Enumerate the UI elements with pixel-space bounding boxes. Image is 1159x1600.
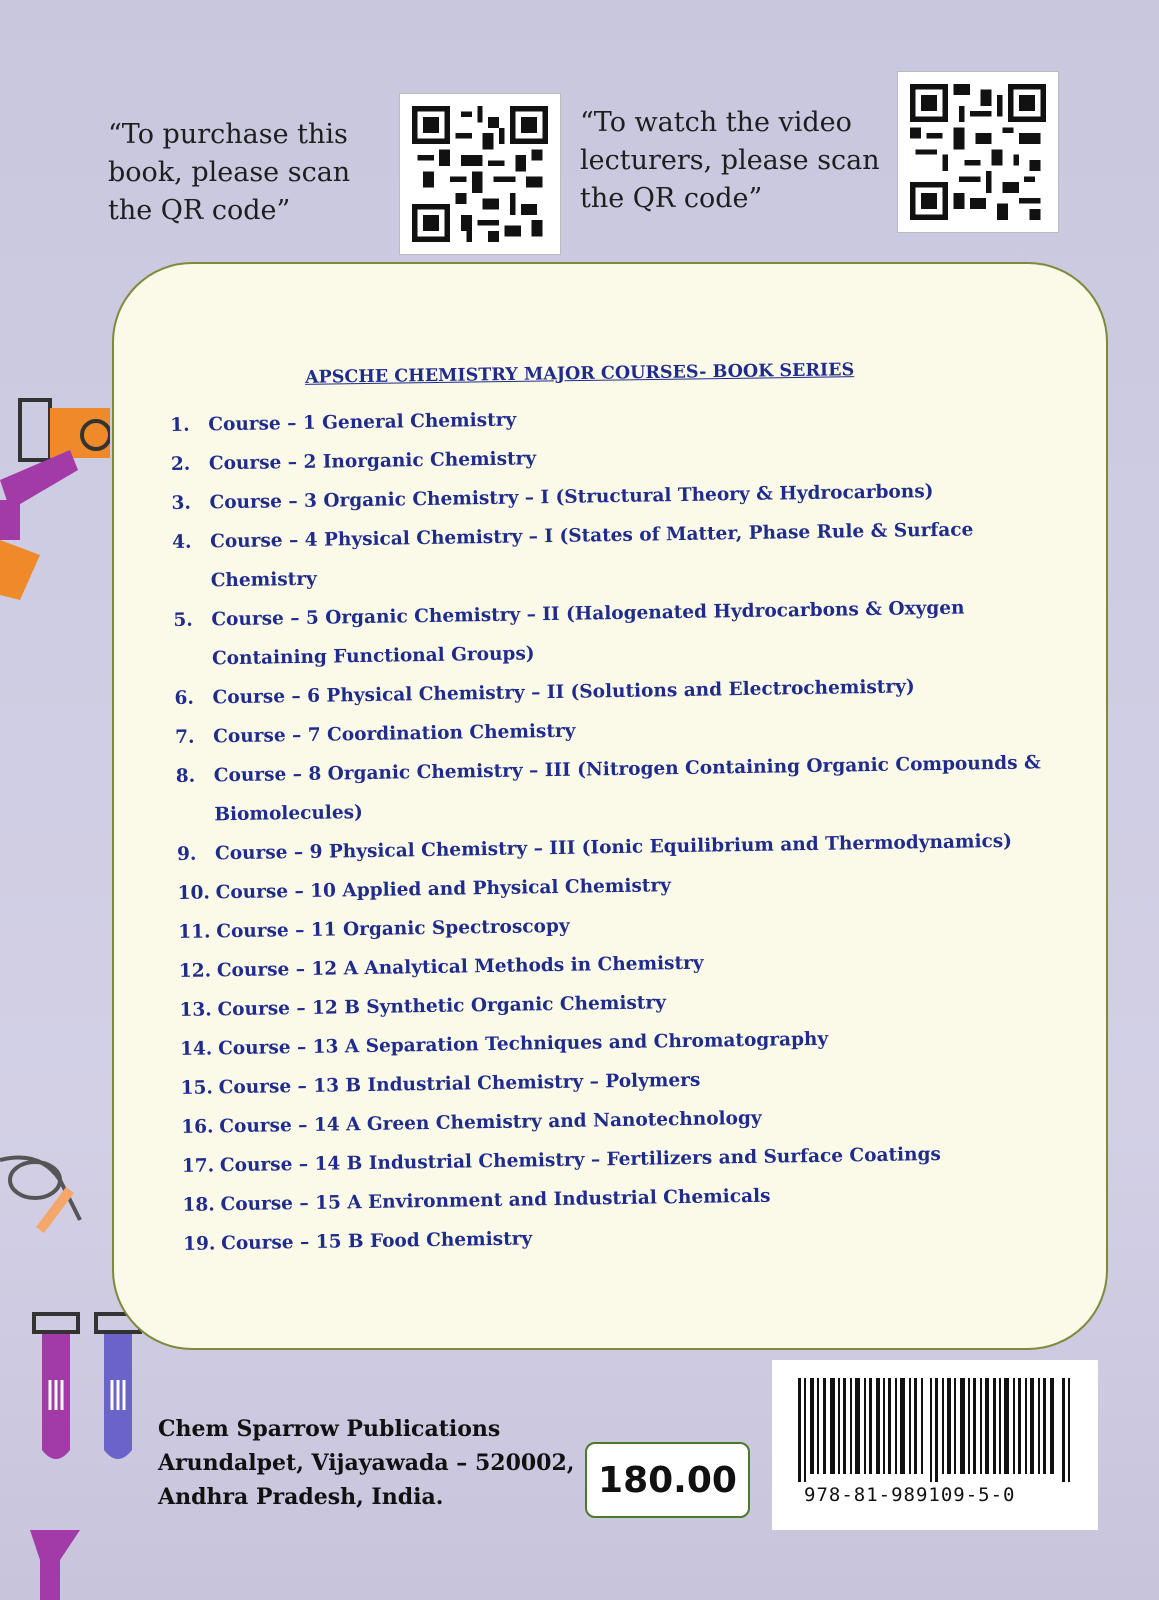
barcode xyxy=(772,1360,1098,1530)
course-title: Course – 7 Coordination Chemistry xyxy=(213,720,576,748)
course-number: 11. xyxy=(178,921,211,943)
barcode-icon xyxy=(798,1378,1074,1482)
course-title: Course – 13 B Industrial Chemistry – Polymers xyxy=(218,1069,701,1099)
publisher-address-line: Arundalpet, Vijayawada – 520002, xyxy=(158,1450,575,1476)
publisher-address-line: Andhra Pradesh, India. xyxy=(158,1484,444,1510)
list-item xyxy=(176,743,1057,835)
course-title: Course – 15 B Food Chemistry xyxy=(221,1228,533,1255)
course-title: Course – 5 Organic Chemistry – II (Halogenated Hydrocarbons & Oxygen Containing Functional Groups) xyxy=(211,597,965,670)
course-title: Course – 12 A Analytical Methods in Chemistry xyxy=(216,952,704,982)
series-title: APSCHE CHEMISTRY MAJOR COURSES- BOOK SERIES xyxy=(304,360,855,388)
course-number: 2. xyxy=(170,453,191,475)
course-title: Course – 6 Physical Chemistry – II (Solutions and Electrochemistry) xyxy=(212,676,915,709)
video-caption-line: “To watch the video xyxy=(580,107,852,138)
course-title: Course – 10 Applied and Physical Chemistry xyxy=(215,875,672,904)
course-number: 12. xyxy=(178,960,212,982)
qr-code-icon xyxy=(412,106,548,242)
course-title: Course – 14 B Industrial Chemistry – Fertilizers and Surface Coatings xyxy=(219,1143,942,1177)
course-number: 13. xyxy=(179,999,212,1021)
course-title: Course – 3 Organic Chemistry – I (Structural Theory & Hydrocarbons) xyxy=(209,481,934,514)
course-number: 6. xyxy=(174,687,195,709)
course-number: 1. xyxy=(170,414,190,436)
course-number: 7. xyxy=(175,726,195,748)
isbn-number: 978-81-989109-5-0 xyxy=(804,1484,1016,1506)
qr-code-icon xyxy=(910,84,1046,220)
course-title: Course – 8 Organic Chemistry – III (Nitrogen Containing Organic Compounds & Biomolecules) xyxy=(213,752,1041,826)
purchase-caption-line: the QR code” xyxy=(108,195,291,226)
purchase-qr-caption xyxy=(108,116,350,230)
price-box xyxy=(585,1442,750,1518)
course-number: 4. xyxy=(171,531,192,553)
video-caption-line: lecturers, please scan xyxy=(580,145,880,176)
course-title: Course – 4 Physical Chemistry – I (States of Matter, Phase Rule & Surface Chemistry xyxy=(209,519,974,592)
course-title: Course – 1 General Chemistry xyxy=(208,409,517,436)
publisher-info xyxy=(158,1412,574,1514)
course-number: 18. xyxy=(182,1194,215,1216)
course-number: 5. xyxy=(173,609,193,631)
purchase-caption-line: book, please scan xyxy=(108,157,351,188)
course-number: 9. xyxy=(176,843,197,865)
course-title: Course – 9 Physical Chemistry – III (Ionic Equilibrium and Thermodynamics) xyxy=(214,830,1013,865)
course-number: 19. xyxy=(183,1233,216,1255)
video-caption-line: the QR code” xyxy=(580,183,763,214)
flask-illustration xyxy=(0,1130,100,1240)
course-title: Course – 12 B Synthetic Organic Chemistry xyxy=(217,992,667,1021)
course-title: Course – 11 Organic Spectroscopy xyxy=(216,915,570,943)
course-number: 14. xyxy=(179,1038,213,1060)
lab-equipment-illustration xyxy=(0,380,110,640)
test-tubes-illustration xyxy=(30,1310,150,1470)
course-number: 10. xyxy=(177,882,211,904)
list-item xyxy=(172,509,1053,601)
purchase-caption-line: “To purchase this xyxy=(108,119,348,150)
course-number: 8. xyxy=(175,765,196,787)
course-list xyxy=(170,392,1063,1264)
price-label: 180.00 xyxy=(598,1459,737,1501)
publisher-name: Chem Sparrow Publications xyxy=(158,1416,501,1442)
course-number: 17. xyxy=(181,1155,215,1177)
course-number: 3. xyxy=(171,492,192,514)
course-number: 16. xyxy=(181,1116,214,1138)
video-qr-code[interactable] xyxy=(898,72,1058,232)
course-title: Course – 14 A Green Chemistry and Nanotechnology xyxy=(219,1107,762,1138)
course-title: Course – 15 A Environment and Industrial Chemicals xyxy=(220,1185,771,1216)
list-item xyxy=(173,587,1054,679)
purchase-qr-code[interactable] xyxy=(400,94,560,254)
course-number: 15. xyxy=(180,1077,214,1099)
course-title: Course – 13 A Separation Techniques and Chromatography xyxy=(217,1028,829,1060)
video-qr-caption xyxy=(580,104,880,218)
course-title: Course – 2 Inorganic Chemistry xyxy=(208,448,537,475)
beaker-illustration xyxy=(20,1530,90,1600)
